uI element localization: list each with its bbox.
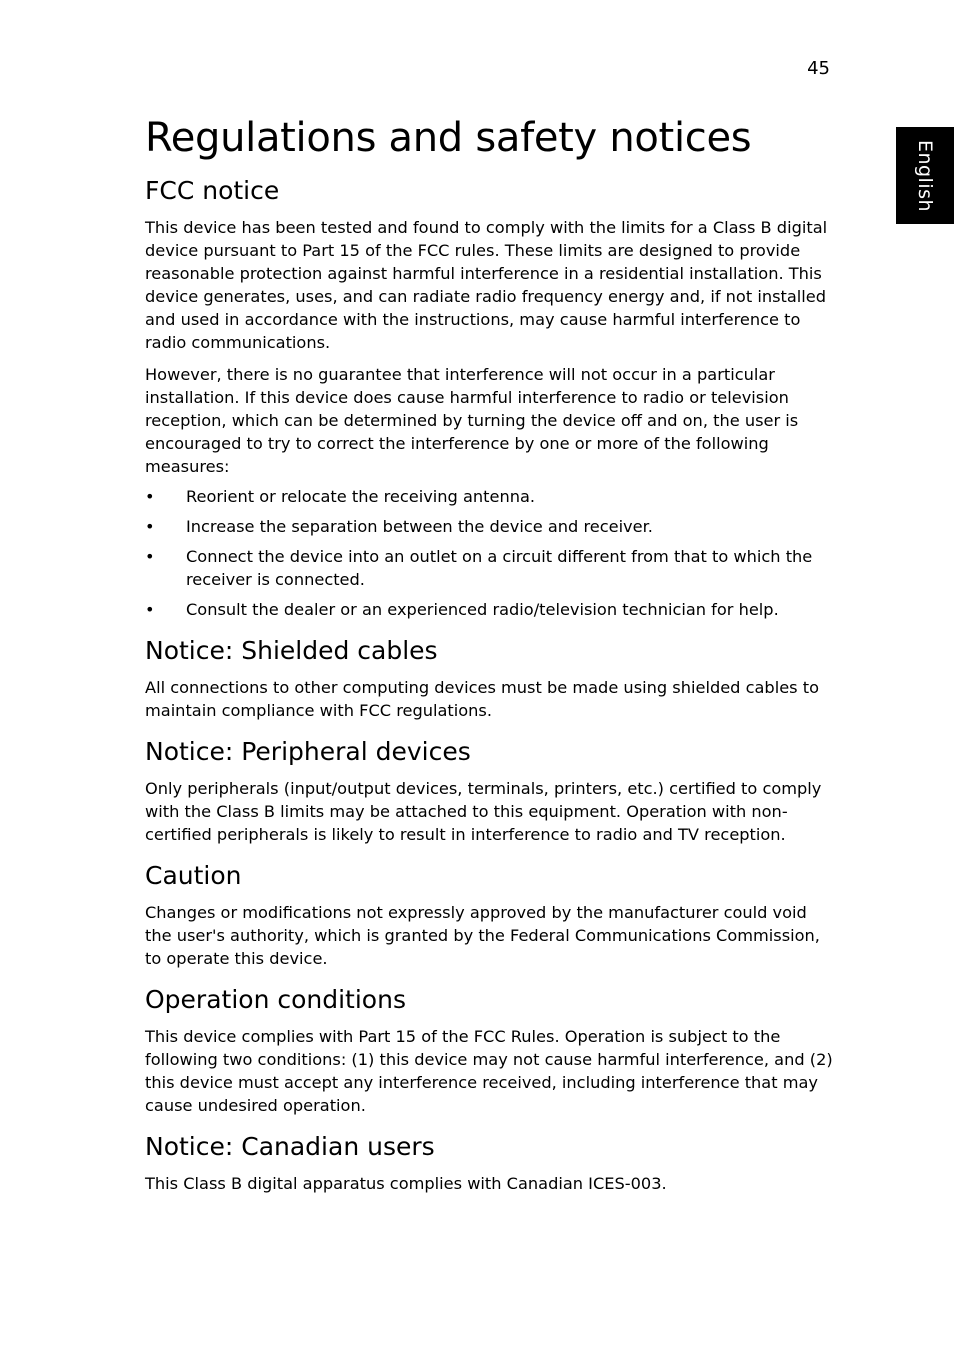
canadian-paragraph: This Class B digital apparatus complies with Canadian ICES-003. [145,1174,667,1193]
operation-paragraph: This device complies with Part 15 of the FCC Rules. Operation is subject to the following two conditions: (1) this device may not cause harmful interference, and (2) this device must accept any interference received, including interference that may cause undesired operation. [145,1027,833,1115]
bullet-icon: • [145,487,155,506]
list-item-text: Connect the device into an outlet on a circuit different from that to which the receiver is connected. [186,547,813,589]
shielded-paragraph: All connections to other computing devices must be made using shielded cables to maintain compliance with FCC regulations. [145,678,819,720]
list-item-text: Consult the dealer or an experienced radio/television technician for help. [186,600,779,619]
page-title: Regulations and safety notices [145,115,752,161]
bullet-icon: • [145,517,155,536]
list-item-text: Increase the separation between the device and receiver. [186,517,653,536]
language-tab [896,127,954,224]
section-heading-canadian: Notice: Canadian users [145,1132,435,1161]
section-heading-fcc: FCC notice [145,176,280,205]
language-tab-label: English [914,139,936,212]
fcc-paragraph-1: This device has been tested and found to comply with the limits for a Class B digital device pursuant to Part 15 of the FCC rules. These limits are designed to provide reasonable protection against harmful interference in a residential installation. This device generates, uses, and can radiate radio frequency energy and, if not installed and used in accordance with the instructions, may cause harmful interference to radio communications. [145,218,828,352]
section-heading-caution: Caution [145,861,242,890]
section-caution [145,860,835,970]
bullet-icon: • [145,600,155,619]
document-body [145,111,835,1204]
fcc-measures-list [145,485,835,621]
section-operation-conditions [145,984,835,1117]
list-item-text: Reorient or relocate the receiving antenna. [186,487,536,506]
peripheral-paragraph: Only peripherals (input/output devices, terminals, printers, etc.) certified to comply with the Class B limits may be attached to this equipment. Operation with non-certified peripherals is likely to result in interference to radio and TV reception. [145,779,822,844]
section-canadian-users [145,1131,835,1195]
section-shielded-cables [145,635,835,722]
caution-paragraph: Changes or modifications not expressly approved by the manufacturer could void the user's authority, which is granted by the Federal Communications Commission, to operate this device. [145,903,820,968]
list-item [145,485,835,508]
list-item [145,515,835,538]
fcc-paragraph-2: However, there is no guarantee that interference will not occur in a particular installation. If this device does cause harmful interference to radio or television reception, which can be determined by turning the device off and on, the user is encouraged to try to correct the interference by one or more of the following measures: [145,365,799,476]
section-heading-shielded: Notice: Shielded cables [145,636,438,665]
section-heading-operation: Operation conditions [145,985,406,1014]
section-heading-peripheral: Notice: Peripheral devices [145,737,471,766]
page-number: 45 [807,58,830,79]
list-item [145,598,835,621]
section-peripheral-devices [145,736,835,846]
list-item [145,545,835,591]
bullet-icon: • [145,547,155,566]
section-fcc-notice [145,175,835,621]
